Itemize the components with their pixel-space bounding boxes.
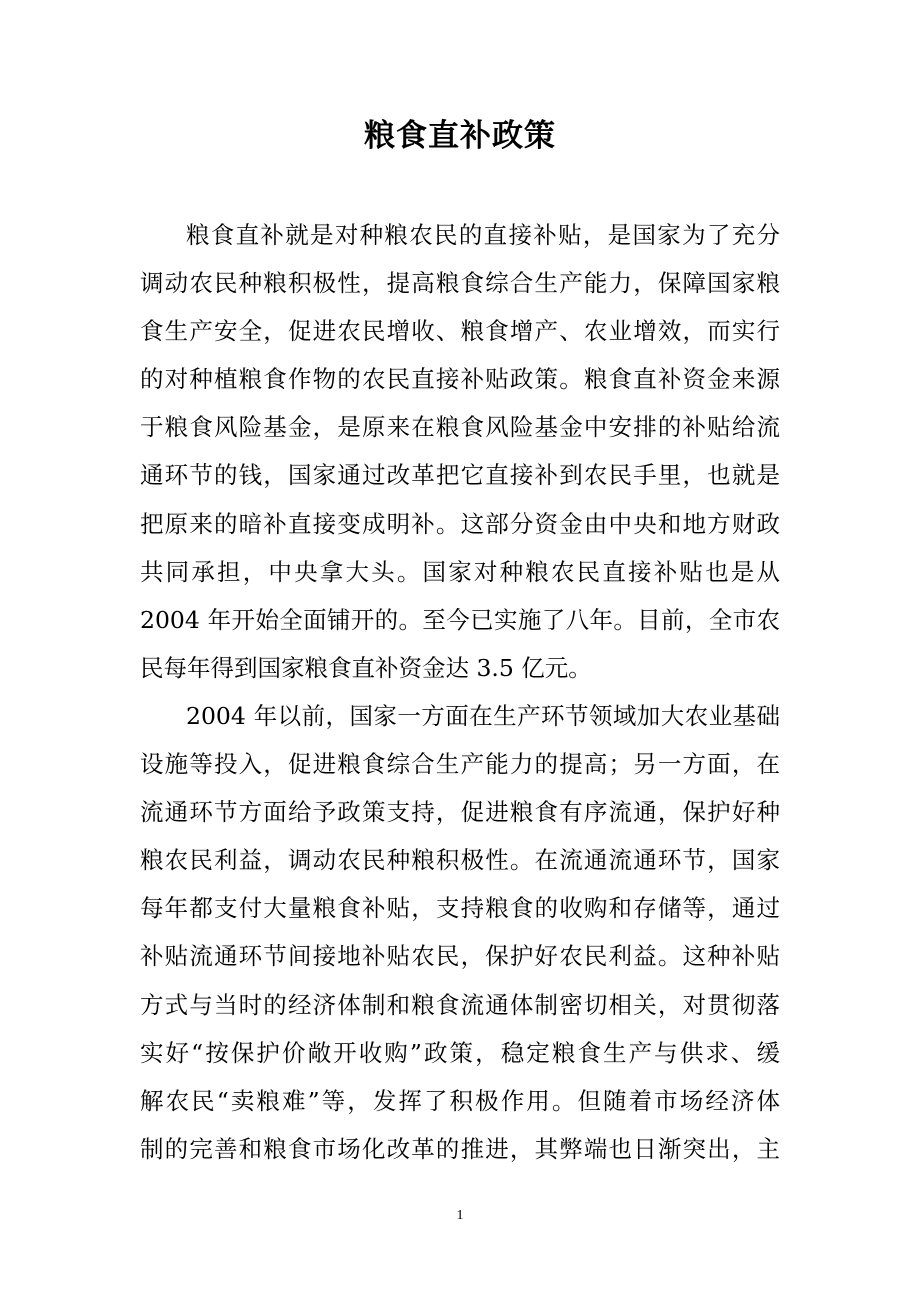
paragraph-2 [140, 692, 780, 1173]
page-number: 1 [456, 1208, 464, 1223]
paragraph-1 [140, 211, 780, 692]
text-line: 2004 年以前，国家一方面在生产环节领域加大农业基础 [186, 701, 780, 730]
text-line: 粮食直补就是对种粮农民的直接补贴，是国家为了充分 [186, 221, 780, 249]
text-line: 食生产安全，促进农民增收、粮食增产、农业增效，而实行 [140, 317, 780, 346]
text-line: 解农民“卖粮难”等，发挥了积极作用。但随着市场经济体 [140, 1086, 780, 1115]
text-line: 流通环节方面给予政策支持，促进粮食有序流通，保护好种 [140, 798, 780, 827]
text-line: 共同承担，中央拿大头。国家对种粮农民直接补贴也是从 [140, 557, 780, 586]
text-line: 补贴流通环节间接地补贴农民，保护好农民利益。这种补贴 [140, 942, 780, 971]
text-line: 的对种植粮食作物的农民直接补贴政策。粮食直补资金来源 [140, 365, 780, 394]
document-body [140, 211, 780, 1173]
text-line: 2004 年开始全面铺开的。至今已实施了八年。目前，全市农 [140, 605, 780, 634]
document-title: 粮食直补政策 [364, 118, 556, 154]
text-line: 每年都支付大量粮食补贴，支持粮食的收购和存储等，通过 [140, 894, 780, 923]
text-line: 于粮食风险基金，是原来在粮食风险基金中安排的补贴给流 [140, 413, 780, 442]
text-line: 通环节的钱，国家通过改革把它直接补到农民手里，也就是 [140, 461, 780, 490]
text-line: 实好“按保护价敞开收购”政策，稳定粮食生产与供求、缓 [140, 1038, 780, 1067]
text-line: 调动农民种粮积极性，提高粮食综合生产能力，保障国家粮 [140, 269, 780, 298]
text-line: 粮农民利益，调动农民种粮积极性。在流通流通环节，国家 [140, 846, 780, 875]
text-line: 民每年得到国家粮食直补资金达 3.5 亿元。 [140, 653, 592, 682]
text-line: 制的完善和粮食市场化改革的推进，其弊端也日渐突出，主 [140, 1134, 780, 1163]
text-line: 设施等投入，促进粮食综合生产能力的提高；另一方面，在 [140, 750, 780, 779]
text-line: 方式与当时的经济体制和粮食流通体制密切相关，对贯彻落 [140, 990, 780, 1019]
text-line: 把原来的暗补直接变成明补。这部分资金由中央和地方财政 [140, 509, 780, 538]
